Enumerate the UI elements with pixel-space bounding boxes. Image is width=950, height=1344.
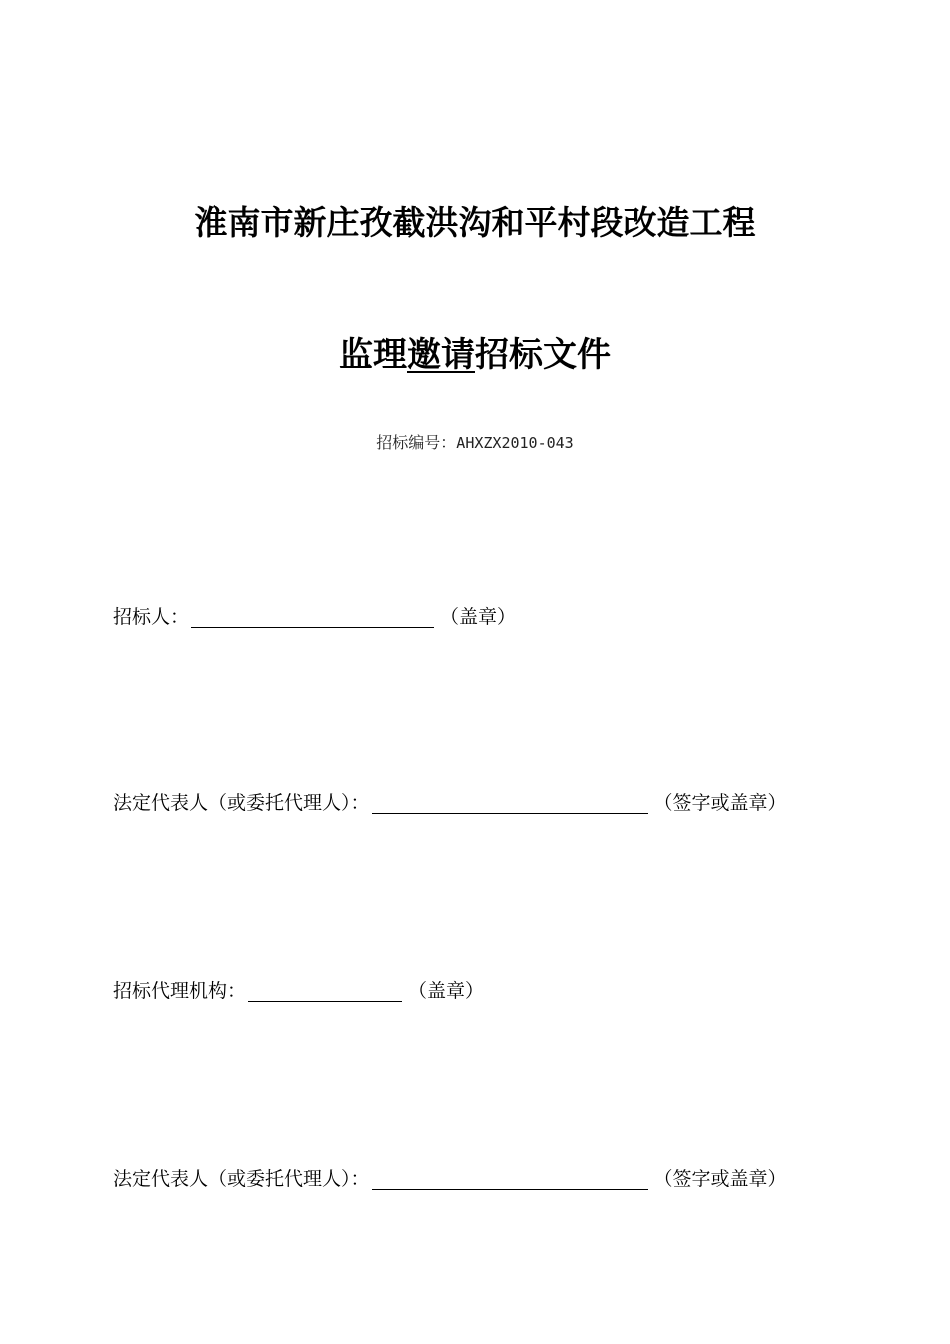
field-suffix: （盖章）: [408, 980, 485, 1002]
signature-field-legal-rep-1: [113, 786, 787, 818]
field-suffix: （签字或盖章）: [653, 1168, 787, 1190]
tender-number: AHXZX2010-043: [456, 434, 574, 452]
signature-blank: [372, 789, 648, 814]
signature-blank: [191, 603, 434, 628]
project-title: 淮南市新庄孜截洪沟和平村段改造工程: [194, 203, 756, 242]
tender-number-line: [0, 430, 950, 456]
signature-blank: [248, 977, 402, 1002]
signature-field-agency: [113, 974, 484, 1006]
signature-field-tenderer: [113, 600, 516, 632]
field-suffix: （签字或盖章）: [653, 792, 787, 814]
field-label: 招标人：: [113, 606, 190, 628]
field-label: 法定代表人（或委托代理人）：: [113, 792, 370, 814]
document-title-underlined: 邀请: [407, 335, 475, 375]
signature-field-legal-rep-2: [113, 1162, 787, 1194]
tender-number-label: 招标编号：: [376, 433, 457, 452]
field-suffix: （盖章）: [440, 606, 517, 628]
document-title-part2: 招标文件: [475, 335, 611, 375]
document-title: [0, 330, 950, 380]
document-title-part1: 监理: [339, 335, 407, 375]
signature-blank: [372, 1165, 648, 1190]
field-label: 招标代理机构：: [113, 980, 247, 1002]
field-label: 法定代表人（或委托代理人）：: [113, 1168, 370, 1190]
